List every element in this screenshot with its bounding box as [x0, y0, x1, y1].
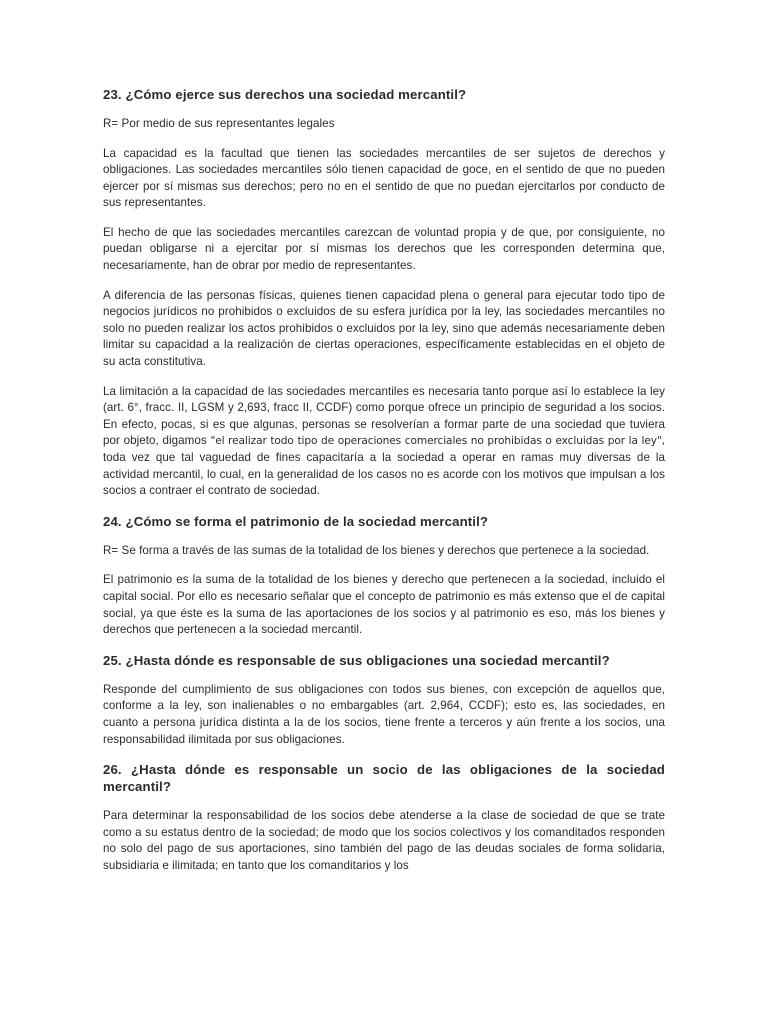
paragraph-26-1: Para determinar la responsabilidad de los socios debe atenderse a la clase de sociedad de que se trate como a su estatus dentro de la sociedad; de modo que los socios colectivos y los comanditados responden no solo del pago de sus aportaciones, sino también del pago de las deudas sociales de forma solidaria, subsidiaria e ilimitada; en tanto que los comanditarios y los: [103, 809, 665, 872]
question-heading-26: 26. ¿Hasta dónde es responsable un socio de las obligaciones de la sociedad mercantil?: [103, 762, 665, 795]
question-heading-25: 25. ¿Hasta dónde es responsable de sus obligaciones una sociedad mercantil?: [103, 652, 610, 668]
paragraph-25-1: Responde del cumplimiento de sus obligaciones con todos sus bienes, con excepción de aquellos que, conforme a la ley, son inalienables o no embargables (art. 2,964, CCDF); esto es, las sociedades, en cuanto a persona jurídica distinta a la de los socios, tiene frente a terceros y aún frente a los socios, una responsabilidad ilimitada por sus obligaciones.: [103, 682, 665, 746]
paragraph-23-3: A diferencia de las personas físicas, quienes tienen capacidad plena o general para ejecutar todo tipo de negocios jurídicos no prohibidos o excluidos de su esfera jurídica por la ley, las sociedades mercantiles no solo no pueden realizar los actos prohibidos o excluidos por la ley, sino que además necesariamente deben limitar su capacidad a la realización de ciertas operaciones, específicamente establecidas en el objeto de su acta constitutiva.: [103, 288, 665, 369]
paragraph-24-1: El patrimonio es la suma de la totalidad de los bienes y derecho que pertenecen a la sociedad, incluido el capital social. Por ello es necesario señalar que el concepto de patrimonio es más extenso que el de capital social, ya que éste es la suma de las aportaciones de los socios y al patrimonio es eso, más los bienes y derechos que pertenecen a la sociedad mercantil.: [103, 573, 665, 637]
question-heading-23: 23. ¿Cómo ejerce sus derechos una sociedad mercantil?: [103, 87, 467, 102]
answer-line-24: R= Se forma a través de las sumas de la totalidad de los bienes y derechos que pertenece a la sociedad.: [103, 543, 650, 557]
paragraph-23-4-mixed: [103, 384, 665, 500]
paragraph-23-1: La capacidad es la facultad que tienen las sociedades mercantiles de ser sujetos de derechos y obligaciones. Las sociedades mercantiles sólo tienen capacidad de goce, en el sentido de que no pueden ejercer por sí mismas sus derechos; pero no en el sentido de que no puedan ejercitarlos por conducto de sus representantes.: [103, 146, 665, 210]
paragraph-23-2: El hecho de que las sociedades mercantiles carezcan de voluntad propia y de que, por consiguiente, no puedan obligarse ni a ejercitar por sí mismas los derechos que les corresponden determina que, necesariamente, han de obrar por medio de representantes.: [103, 225, 665, 273]
answer-line-23: R= Por medio de sus representantes legales: [103, 117, 335, 130]
question-heading-24: 24. ¿Cómo se forma el patrimonio de la sociedad mercantil?: [103, 513, 489, 529]
paragraph-23-4-lead: La limitación a la capacidad de las sociedades mercantiles es necesaria tanto porque así lo establece la ley (art. 6°, fracc. II, LGSM y 2,693, fracc II, CCDF) como porque ofrece un principio de seguridad a los socios. En efecto, pocas, si es que algunas, personas se resolverían a formar parte de una sociedad que tuviera por objeto, digamos: [103, 384, 665, 448]
document-text-column: [103, 86, 665, 875]
paragraph-23-4-tail: toda vez que tal vaguedad de fines capacitaría a la sociedad a operar en ramas muy diversas de la actividad mercantil, lo cual, en la generalidad de los casos no es acorde con los motivos que impulsan a los socios a contraer el contrato de sociedad.: [103, 451, 665, 498]
paragraph-23-4-quote: "el realizar todo tipo de operaciones comerciales no prohibidas o excluidas por la ley",: [210, 435, 665, 448]
